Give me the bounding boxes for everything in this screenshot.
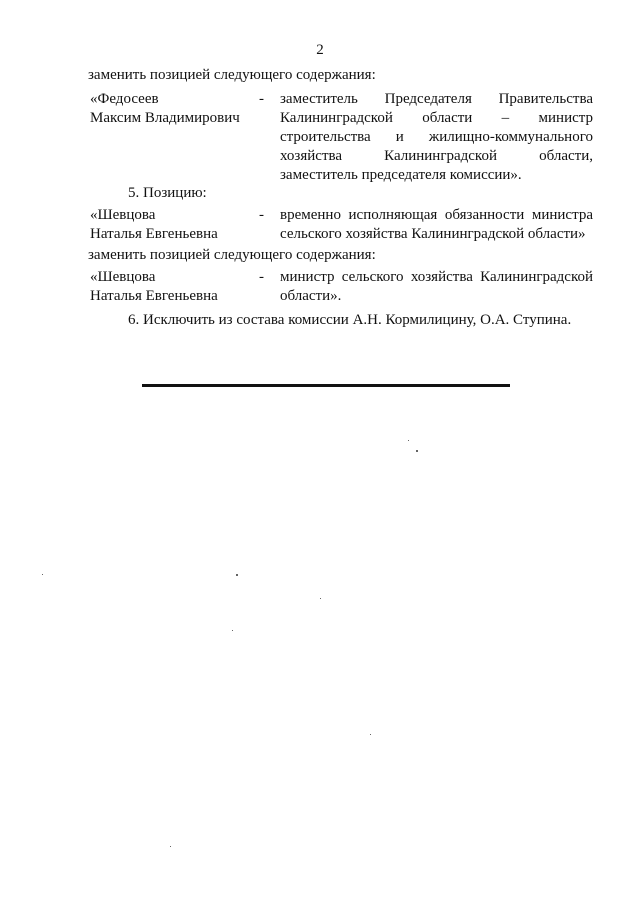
member-position — [280, 206, 593, 244]
scan-speck — [416, 450, 418, 452]
item-5-heading: 5. Позицию: — [128, 185, 207, 201]
position-line: сельского хозяйства Калининградской области» — [280, 226, 586, 242]
entry-dash: - — [259, 91, 264, 107]
member-surname: «Шевцова — [90, 269, 156, 285]
intro-line-1: заменить позицией следующего содержания: — [88, 67, 376, 83]
member-name — [90, 268, 260, 306]
scan-speck — [408, 440, 409, 441]
member-position — [280, 90, 593, 185]
scan-speck — [320, 598, 321, 599]
member-given-names: Наталья Евгеньевна — [90, 288, 218, 304]
page-number: 2 — [316, 42, 324, 58]
closing-rule — [142, 384, 510, 387]
scan-speck — [232, 630, 233, 631]
entry-dash: - — [259, 269, 264, 285]
member-position — [280, 268, 593, 306]
member-name — [90, 206, 260, 244]
position-line: министр сельского хозяйства Калининградской — [280, 269, 593, 285]
intro-line-2: заменить позицией следующего содержания: — [88, 247, 376, 263]
item-6-text: 6. Исключить из состава комиссии А.Н. Кормилицину, О.А. Ступина. — [128, 312, 572, 328]
member-surname: «Шевцова — [90, 207, 156, 223]
scan-speck — [236, 574, 238, 576]
member-surname: «Федосеев — [90, 91, 159, 107]
position-line: заместитель Председателя Правительства — [280, 91, 593, 107]
scan-speck — [170, 846, 171, 847]
position-line: временно исполняющая обязанности министра — [280, 207, 593, 223]
position-line: заместитель председателя комиссии». — [280, 167, 522, 183]
member-name — [90, 90, 260, 128]
scan-speck — [370, 734, 371, 735]
entry-dash: - — [259, 207, 264, 223]
position-line: хозяйства Калининградской области, — [280, 148, 593, 164]
member-given-names: Наталья Евгеньевна — [90, 226, 218, 242]
position-line: области». — [280, 288, 342, 304]
scan-speck — [42, 574, 43, 575]
position-line: строительства и жилищно-коммунального — [280, 129, 593, 145]
member-given-names: Максим Владимирович — [90, 110, 240, 126]
position-line: Калининградской области – министр — [280, 110, 593, 126]
